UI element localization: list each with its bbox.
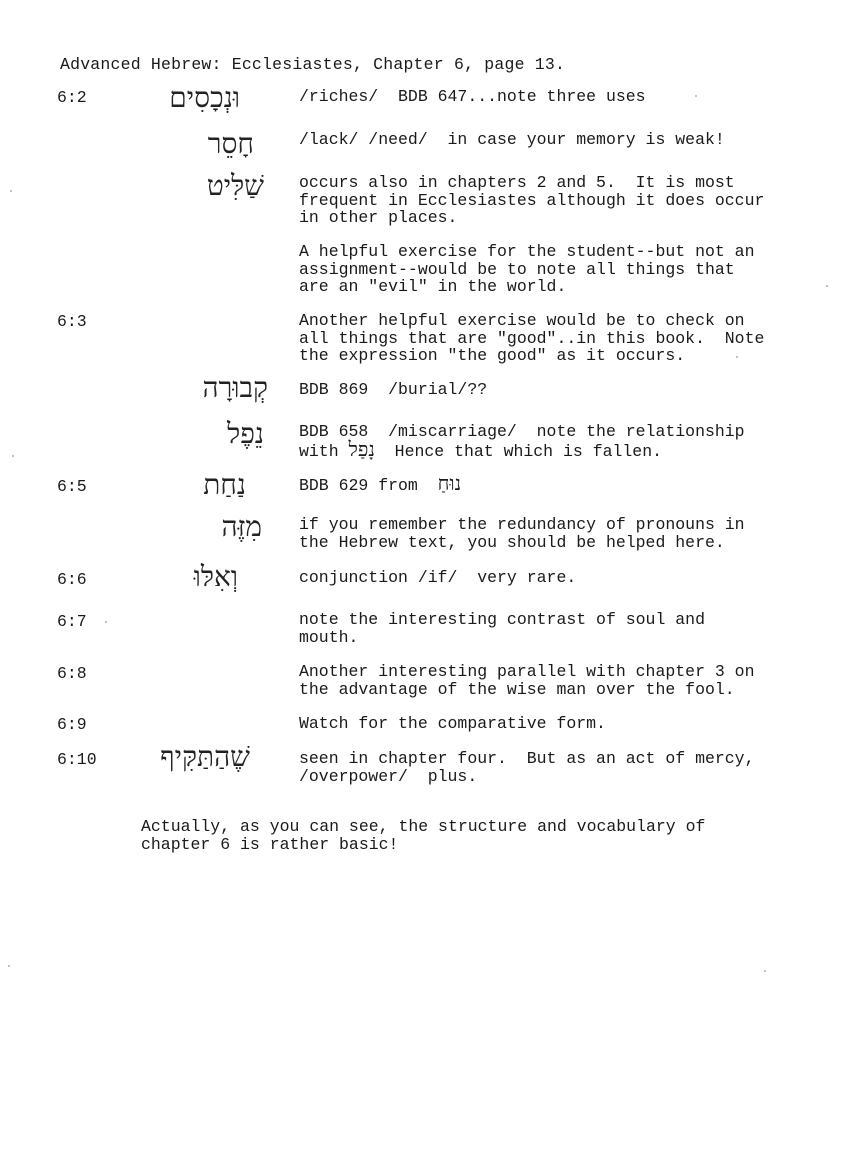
page-header: Advanced Hebrew: Ecclesiastes, Chapter 6, page 13.: [60, 55, 566, 74]
note-text: Another interesting parallel with chapter 3 on the advantage of the wise man over the fool.: [299, 662, 755, 699]
scan-speck: [736, 356, 738, 358]
verse-number: 6:7: [57, 612, 87, 631]
verse-number: 6:10: [57, 750, 97, 769]
note-text: seen in chapter four. But as an act of mercy, /overpower/ plus.: [299, 749, 755, 786]
inline-hebrew-word: נָפַל: [348, 436, 375, 461]
inline-hebrew-word: נוּחַ: [437, 471, 462, 495]
verse-number: 6:8: [57, 664, 87, 683]
note-text: A helpful exercise for the student--but not an assignment--would be to note all things that are an "evil" in the world.: [299, 242, 755, 296]
hebrew-word: וְאִלּוּ: [193, 560, 238, 593]
verse-number: 6:3: [57, 312, 87, 331]
hebrew-word: חָסֵר: [207, 127, 254, 160]
hebrew-word: קְבוּרָה: [202, 371, 268, 404]
scan-speck: [10, 190, 12, 192]
note-text: /riches/ BDB 647...note three uses: [299, 87, 646, 106]
note-text-part: BDB 629 from: [299, 476, 438, 495]
note-text-part: BDB 658 /miscarriage/ note the relationship with: [299, 422, 745, 461]
note-text: conjunction /if/ very rare.: [299, 568, 577, 587]
scan-speck: [695, 95, 697, 97]
verse-number: 6:6: [57, 570, 87, 589]
note-text: [299, 423, 819, 460]
verse-number: 6:5: [57, 477, 87, 496]
note-text: occurs also in chapters 2 and 5. It is most frequent in Ecclesiastes although it does occur in other places.: [299, 173, 765, 227]
note-text: [299, 471, 819, 495]
note-text: /lack/ /need/ in case your memory is weak!: [299, 130, 725, 149]
closing-paragraph: Actually, as you can see, the structure and vocabulary of chapter 6 is rather basic!: [141, 817, 706, 854]
hebrew-word: שַׁלִּיט: [206, 169, 264, 202]
hebrew-word: נֵפֶל: [227, 417, 264, 450]
note-text: note the interesting contrast of soul and mouth.: [299, 610, 705, 647]
note-text-part: Hence that which is fallen.: [374, 441, 663, 461]
scan-speck: [12, 455, 14, 457]
hebrew-word: נַחַת: [203, 468, 246, 501]
note-text: Watch for the comparative form.: [299, 714, 606, 733]
scan-speck: [105, 621, 107, 623]
scan-speck: [764, 970, 766, 972]
hebrew-word: מִזֶּה: [221, 510, 262, 543]
note-text: BDB 869 /burial/??: [299, 380, 488, 399]
verse-number: 6:9: [57, 715, 87, 734]
note-text: if you remember the redundancy of pronouns in the Hebrew text, you should be helped here.: [299, 515, 745, 552]
scan-speck: [826, 285, 828, 287]
note-text: Another helpful exercise would be to check on all things that are "good"..in this book. Note the expression "the good" as it occurs.: [299, 311, 765, 365]
verse-number: 6:2: [57, 88, 87, 107]
scan-speck: [8, 965, 10, 967]
hebrew-word: וּנְכָסִים: [169, 81, 240, 114]
hebrew-word: שֶׁהַתַּקִּיף: [160, 740, 250, 773]
